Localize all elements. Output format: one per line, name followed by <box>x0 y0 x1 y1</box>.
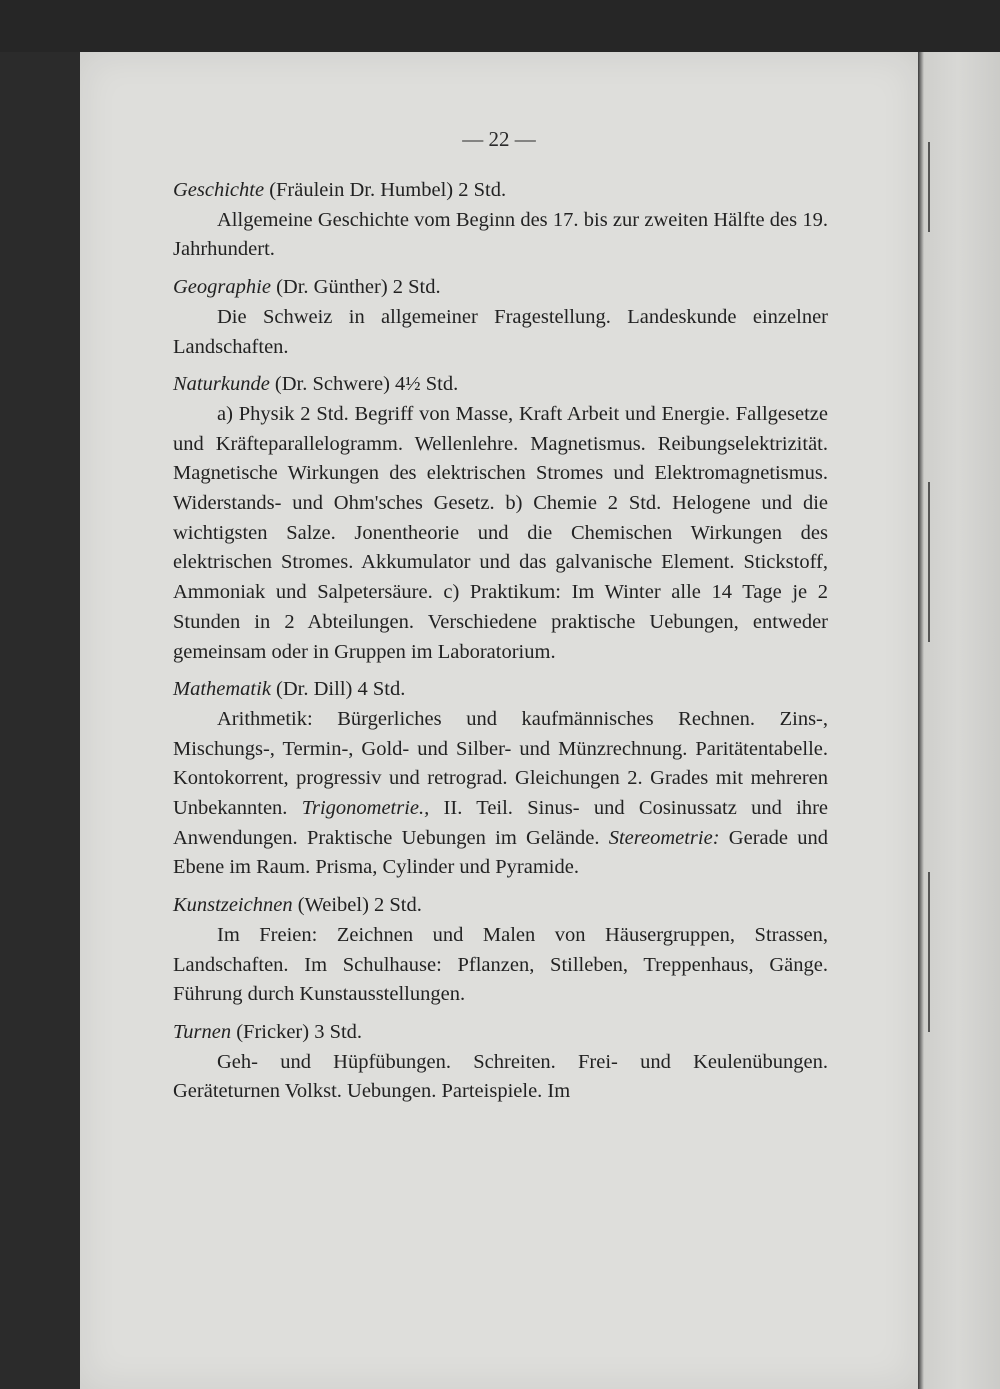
subject-name: Mathematik <box>173 678 271 701</box>
section-heading <box>173 176 828 206</box>
section-turnen <box>173 1018 828 1107</box>
section-geographie <box>173 273 828 362</box>
section-naturkunde <box>173 370 828 667</box>
body-text: II. Teil. Sinus- und Cosinussatz und ihre Anwendungen. Praktische Uebungen im Gelände. <box>173 797 828 849</box>
subject-meta: (Weibel) 2 Std. <box>292 894 422 917</box>
section-body: Geh- und Hüpfübungen. Schreiten. Frei- und Keulenübungen. Geräteturnen Volkst. Uebungen. Parteispiele. Im <box>173 1050 828 1103</box>
page-content <box>173 176 828 1115</box>
subject-name: Naturkunde <box>173 373 270 396</box>
section-heading <box>173 891 828 921</box>
section-heading <box>173 370 828 400</box>
subject-name: Kunstzeichnen <box>173 894 293 917</box>
binding-mark <box>928 142 930 232</box>
section-body: Allgemeine Geschichte vom Beginn des 17. bis zur zweiten Hälfte des 19. Jahrhundert. <box>173 208 828 261</box>
adjacent-page-edge <box>918 52 1000 1389</box>
body-term: Stereometrie: <box>608 826 720 849</box>
body-term: Trigonometrie., <box>301 797 430 820</box>
body-text: Gerade und Ebene im Raum. Prisma, Cylinder und Pyramide. <box>173 826 828 879</box>
section-heading <box>173 1018 828 1048</box>
scan-background-top <box>0 0 1000 52</box>
section-body: Im Freien: Zeichnen und Malen von Häusergruppen, Strassen, Landschaften. Im Schulhause: Pflanzen, Stilleben, Treppenhaus, Gänge. Führung durch Kunstausstellungen. <box>173 923 828 1006</box>
binding-mark <box>928 872 930 1032</box>
subject-meta: (Fricker) 3 Std. <box>231 1020 363 1043</box>
subject-name: Turnen <box>173 1020 232 1043</box>
section-mathematik <box>173 675 828 883</box>
subject-name: Geschichte <box>173 179 265 201</box>
subject-meta: (Dr. Dill) 4 Std. <box>270 678 406 701</box>
subject-meta: (Dr. Günther) 2 Std. <box>270 276 441 299</box>
subject-meta: (Dr. Schwere) 4½ Std. <box>269 373 459 396</box>
subject-name: Geographie <box>173 276 271 299</box>
section-heading <box>173 675 828 705</box>
body-text: Arithmetik: Bürgerliches und kaufmännisches Rechnen. Zins-, Mischungs-, Termin-, Gold- und Silber- und Münzrechnung. Paritätentabelle. Kontokorrent, progressiv und retrograd. Gleichungen 2. Grades mit mehreren Unbekannten. <box>173 707 828 820</box>
section-kunstzeichnen <box>173 891 828 1010</box>
binding-mark <box>928 482 930 642</box>
section-heading <box>173 273 828 303</box>
subject-meta: (Fräulein Dr. Humbel) 2 Std. <box>264 179 507 201</box>
section-body: a) Physik 2 Std. Begriff von Masse, Kraft Arbeit und Energie. Fallgesetze und Kräfteparallelogramm. Wellenlehre. Magnetismus. Reibungselektrizität. Magnetische Wirkungen des elektrischen Stromes und Elektromagnetismus. Widerstands- und Ohm'sches Gesetz. b) Chemie 2 Std. Helogene und die wichtigsten Salze. Jonentheorie und die Chemischen Wirkungen des elektrischen Stromes. Akkumulator und das galvanische Element. Stickstoff, Ammoniak und Salpetersäure. c) Praktikum: Im Winter alle 14 Tage je 2 Stunden in 2 Abteilungen. Verschiedene praktische Uebungen, entweder gemeinsam oder in Gruppen im Laboratorium. <box>173 402 828 663</box>
section-body: Die Schweiz in allgemeiner Fragestellung. Landeskunde einzelner Landschaften. <box>173 305 828 358</box>
page-number: — 22 — <box>462 127 536 151</box>
section-geschichte <box>173 176 828 265</box>
section-body <box>173 705 828 883</box>
